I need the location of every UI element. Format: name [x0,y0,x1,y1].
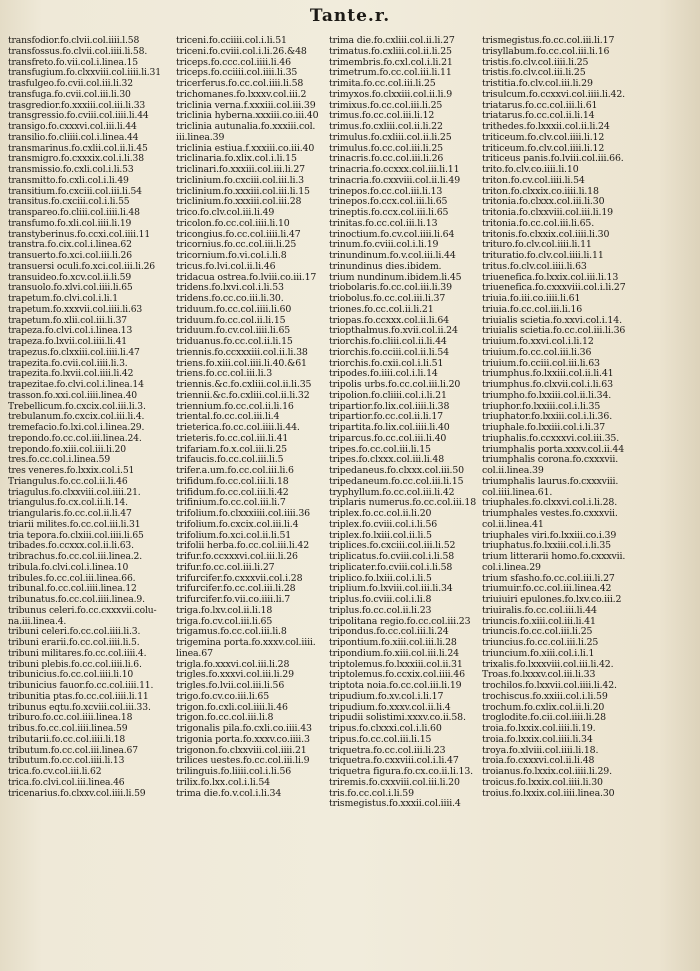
index-entry: triptota noia.fo.cc.col.iii.li.19 [329,681,462,691]
index-entry: tricerferus.fo.cc.col.iiii.li.58 [176,79,304,89]
index-entry: trithedes.fo.lxxxii.col.ii.li.24 [482,122,610,132]
index-entry: triumphus.fo.lxxiii.col.ii.li.41 [482,369,614,380]
index-column-2 [176,36,326,966]
index-entry: triplex.fo.lxiii.col.ii.li.5 [329,530,432,541]
index-entry: tricongius.fo.cc.col.iiii.li.47 [176,229,301,240]
index-entry: trifurcifer.fo.cxxxvii.col.i.28 [176,573,303,584]
index-entry: trapeza.fo.lxvii.col.iiii.li.41 [8,337,127,347]
index-entry: trilices uestes.fo.cc.col.iii.li.9 [176,756,310,767]
index-entry: trifer.a.um.fo.cc.col.iii.li.6 [176,466,294,476]
index-entry: trinum.fo.cviii.col.i.li.19 [329,240,439,251]
index-entry: triens.fo.cc.col.iii.li.3 [176,369,273,380]
index-entry: trigles.fo.xxxvi.col.iii.li.29 [176,670,294,681]
index-entry: tridens.fo.cc.co.iii.li.30. [176,294,284,304]
index-entry: trifolium.fo.clxxxiiii.col.iiii.36 [176,509,310,519]
index-entry: trima die.fo.cxliii.col.ii.li.27 [329,36,455,46]
index-entry: tremefacio.fo.lxi.col.i.linea.29. [8,423,145,433]
index-entry: tripudium.fo.xv.col.i.li.17 [329,691,444,702]
index-entry: transilio.fo.cliiii.col.i.linea.44 [8,132,139,143]
index-entry: triobolaris.fo.cc.col.iii.li.39 [329,283,452,294]
index-entry: transuideo.fo.xcv.col.ii.li.59 [8,272,132,283]
index-entry: tribunicius fauor.fo.cc.col.iiii.11. [8,681,154,691]
index-entry: triplus.fo.cc.col.ii.li.23 [329,605,432,616]
index-entry: trapezita.fo.cvii.col.iiii.li.3. [8,358,128,369]
index-entry: trinepos.fo.ccx.col.iii.li.65 [329,197,448,208]
index-entry: troia.fo.lxxix.col.iiii.li.34 [482,734,593,745]
index-entry: tribunal.fo.cc.col.iiii.linea.12 [8,584,137,595]
index-entry: trifariam.fo.x.col.iii.li.25 [176,444,287,455]
index-entry: triuncius.fo.cc.col.iii.li.25 [482,638,599,648]
index-entry: triplex.fo.cc.col.ii.li.20 [329,509,432,519]
index-entry: col.i.linea.29 [482,562,541,573]
index-entry: transfodior.fo.clvii.col.iiii.l.58 [8,36,140,46]
index-entry: triones.fo.cc.col.ii.li.21 [329,304,434,315]
index-entry: triumphalis corona.fo.cxxxvii. [482,455,619,466]
index-entry: Trebellicum.fo.cxcix.col.iii.li.3. [8,401,146,412]
index-entry: tris.fo.cc.col.i.li.59 [329,788,414,799]
index-entry: linea.67 [176,648,213,659]
index-entry: triquetra.fo.cxxviii.col.i.li.47 [329,756,459,767]
index-entry: trieterica.fo.cc.col.iiii.li.44. [176,423,300,433]
index-entry: triuphator.fo.lxxiii.col.i.li.36. [482,412,613,423]
index-entry: trepondo.fo.xiii.col.iii.li.20 [8,444,126,455]
index-entry: triuphales viri.fo.lxxiii.co.i.39 [482,530,617,541]
index-entry: triuphale.fo.lxxiii.col.i.li.37 [482,423,606,433]
index-entry: tripes.fo.cc.col.iii.li.15 [329,444,431,455]
index-entry: tres.fo.cc.col.i.linea.59 [8,455,111,466]
index-entry: trigon.fo.cxli.col.iiii.li.46 [176,702,288,713]
index-entry: triuncium.fo.xiii.col.i.li.1 [482,648,595,659]
index-entry: triuialis scietia.fo.xxvi.col.i.14. [482,315,622,326]
index-entry: triuiuiri epulones.fo.lxv.co.iii.2 [482,595,622,605]
index-column-3 [329,36,481,966]
index-entry: trium nundinum.ibidem.li.45 [329,272,462,283]
index-entry: triuphor.fo.lxxiii.col.i.li.35 [482,401,601,412]
index-entry: troya.fo.xlviii.col.iiii.li.18. [482,745,599,756]
index-entry: triatarus.fo.cc.col.iii.li.61 [482,100,598,111]
index-entry: triplicater.fo.cviii.col.i.li.58 [329,562,453,573]
index-entry: troianus.fo.lxxix.col.iiii.li.29. [482,767,612,777]
index-entry: tripudii solistimi.xxxv.co.ii.58. [329,713,466,724]
index-entry: tributum.fo.cc.col.iiii.li.13 [8,756,125,767]
index-entry: tripartior.fo.cc.col.ii.li.17 [329,412,443,423]
index-entry: transtyberinus.fo.ccxi.col.iiii.11 [8,229,151,240]
index-entry: tripolion.fo.cliiii.col.i.li.21 [329,390,447,401]
index-entry: triumphalis porta.xxxv.col.ii.44 [482,444,625,455]
index-entry: tripolitana regio.fo.cc.col.iii.23 [329,616,471,627]
index-entry: triduum.fo.cc.col.iiii.li.60 [176,304,292,315]
index-entry: transuolo.fo.xlvi.col.iiii.li.65 [8,283,133,294]
index-entry: tritonia.fo.clxxviii.col.iii.li.19 [482,208,613,218]
index-entry: triticeus panis.fo.lviii.col.iii.66. [482,154,624,165]
index-entry: trichomanes.fo.lxxxv.col.iii.2 [176,89,307,100]
index-entry: Troas.fo.lxxxv.col.iii.li.33 [482,670,596,681]
index-entry: trigonalis pila.fo.cxli.co.iiii.43 [176,724,312,734]
index-entry: trepondo.fo.cc.col.iii.linea.24. [8,433,142,444]
index-entry: trilix.fo.lxx.col.i.li.54 [176,777,271,788]
index-entry: tricornius.fo.cc.col.iii.li.25 [176,240,297,251]
index-entry: tribunus celeri.fo.cc.cxxxvii.colu- [8,605,157,616]
index-entry: trigonia porta.fo.xxxv.co.iiii.3 [176,734,310,745]
index-entry: tripartior.fo.lix.col.iiii.li.38 [329,401,450,412]
index-entry: triangulus.fo.cx.col.ii.li.14. [8,498,128,509]
index-entry: tribunicius.fo.cc.col.iiii.li.10 [8,670,134,681]
index-entry: transmarinus.fo.cxlii.col.ii.li.45 [8,143,148,154]
index-entry: tribuni militares.fo.cc.col.iiii.4. [8,648,147,659]
index-entry: triagulus.fo.clxxviii.col.iiii.21. [8,487,141,498]
index-entry: trimulus.fo.cxliii.col.ii.li.25 [329,132,452,143]
index-entry: tripartita.fo.lix.col.iiii.li.40 [329,423,450,433]
index-entry: tritonis.fo.clxxix.col.iiii.li.30 [482,229,610,240]
index-entry: triatarus.fo.cc.col.ii.li.14 [482,111,595,122]
index-entry: trasson.fo.xxi.col.iiii.linea.40 [8,390,138,401]
index-entry: triorchis.fo.cxii.col.i.li.51 [329,358,444,369]
index-entry: triorchis.fo.cciii.col.ii.li.54 [329,347,449,358]
index-entry: trica.fo.clvi.col.iii.linea.46 [8,777,125,788]
index-entry: tria tepora.fo.clxiii.col.iiii.li.65 [8,530,144,541]
running-header: Tante.r. [309,6,391,26]
index-entry: triduum.fo.cc.col.ii.li.15 [176,315,286,326]
index-entry: triptolemus.fo.ccxix.col.iiii.46 [329,670,465,681]
index-entry: triptolemus.fo.lxxxiii.col.ii.31 [329,659,463,670]
index-entry: triceni.fo.cciiii.col.i.li.51 [176,36,287,46]
index-entry: trigemina porta.fo.xxxv.col.iiii. [176,638,316,648]
index-entry: transtra.fo.cix.col.i.linea.62 [8,240,132,251]
index-entry: triplex.fo.cviii.col.i.li.56 [329,519,438,530]
index-entry: trica.fo.cv.col.iii.li.62 [8,767,102,777]
index-entry: triuium.fo.cc.col.iii.li.36 [482,347,592,358]
index-entry: triennium.fo.cc.col.ii.li.16 [176,401,294,412]
index-entry: tricolon.fo.cc.col.iiii.li.10 [176,218,290,229]
index-entry: Triangulus.fo.cc.col.ii.li.46 [8,476,128,487]
index-entry: trifidum.fo.cc.col.iii.li.18 [176,476,289,487]
index-entry: trigonon.fo.clxxviii.col.iiii.21 [176,745,307,756]
index-entry: triplicatus.fo.cviii.col.i.li.58 [329,552,455,562]
index-entry: triclinia autunalia.fo.xxxiii.col. [176,122,316,132]
index-entry: triclinium.fo.cxciii.col.iii.li.3 [176,175,304,186]
index-entry: transfossus.fo.clvii.col.iiii.li.58. [8,46,148,57]
index-entry: triumuir.fo.cc.col.iii.linea.42 [482,584,612,595]
index-entry: triarii milites.fo.cc.col.iii.li.31 [8,519,141,530]
index-entry: triduanus.fo.cc.col.ii.li.15 [176,337,293,347]
index-entry: tripondium.fo.xiii.col.iii.li.24 [329,648,459,659]
index-entry: trapetum.fo.xlii.col.iii.li.37 [8,315,127,326]
index-entry: col.ii.linea.39 [482,466,544,476]
index-entry: trimita.fo.cc.col.iii.li.25 [329,79,436,89]
index-entry: trapeza.fo.clvi.col.i.linea.13 [8,326,133,337]
index-entry: triuialis scietia.fo.cc.col.iii.li.36 [482,326,626,337]
index-entry: tribus.fo.cc.col.iiii.linea.59 [8,724,128,734]
index-entry: transfugium.fo.clxxviii.col.iiii.li.31 [8,68,161,79]
index-entry: triclinia verna.f.xxxiii.col.iii.39 [176,100,316,111]
index-entry: triplico.fo.lxiii.col.i.li.5 [329,573,432,584]
index-entry: transmissio.fo.cxli.col.i.li.53 [8,165,134,175]
index-entry: triplaris numerus.fo.cc.col.iii.18 [329,498,477,509]
index-entry: triopas.fo.ccxxx.col.ii.li.64 [329,315,449,326]
index-entry: tripontium.fo.xiii.col.iii.li.28 [329,638,457,648]
index-column-1 [8,36,171,966]
index-entry: trasfulgeo.fo.cvii.col.iii.li.32 [8,79,133,89]
index-entry: triclinium.fo.xxxiii.col.iii.li.15 [176,186,310,197]
index-entry: col.ii.linea.41 [482,519,544,530]
index-entry: trixalis.fo.lxxxviii.col.iii.li.42. [482,659,614,670]
index-entry: triumphales vestes.fo.cxxxvii. [482,509,618,519]
index-entry: transgressio.fo.cviii.col.iiii.li.44 [8,111,149,122]
index-entry: tribunitia ptas.fo.cc.col.iiii.li.11 [8,691,149,702]
index-entry: triennis.&c.fo.cxliii.col.ii.li.35 [176,380,312,390]
index-entry: tristis.fo.clv.col.iiii.li.25 [482,57,589,68]
index-entry: trochiscus.fo.xxiii.col.i.li.59 [482,691,608,702]
index-entry: triuiralis.fo.cc.col.iii.li.44 [482,605,597,616]
index-entry: transuersi oculi.fo.xci.col.iii.li.26 [8,261,155,272]
index-entry: trinacria.fo.cxxviii.col.ii.li.49 [329,175,461,186]
index-entry: triparcus.fo.cc.col.iii.li.40 [329,433,447,444]
index-entry: triopthalmus.fo.xvii.col.ii.24 [329,326,458,337]
index-entry: tribules.fo.cc.col.iii.linea.66. [8,573,136,584]
index-entry: trifaucis.fo.cc.col.iii.li.5 [176,455,284,466]
index-entry: triduum.fo.cv.col.iiii.li.65 [176,326,291,337]
index-entry: trigles.fo.lvii.col.iii.li.56 [176,681,285,691]
index-entry: triclinium.fo.xxxiii.col.iii.28 [176,197,302,208]
index-entry: triga.fo.cv.col.iii.li.65 [176,616,273,627]
index-entry: triuia.fo.iii.co.iiii.li.61 [482,294,581,304]
index-entry: transmitto.fo.cxli.col.i.li.49 [8,175,129,186]
index-entry: trimulus.fo.cc.col.iii.li.25 [329,143,443,154]
index-entry: tridacua ostrea.fo.lviii.co.iii.17 [176,272,317,283]
index-entry: trigamus.fo.cc.col.iii.li.8 [176,627,287,638]
index-entry: trimetrum.fo.cc.col.iii.li.11 [329,68,452,79]
index-entry: triobolus.fo.cc.col.iii.li.37 [329,294,446,304]
index-entry: trifur.fo.cc.col.iii.li.27 [176,562,275,573]
index-entry: triclinaria.fo.xlix.col.i.li.15 [176,154,297,165]
index-entry: triquetra.fo.cc.col.iii.li.23 [329,745,446,756]
index-entry: triga.fo.lxv.col.ii.li.18 [176,605,273,616]
index-entry: trebulanum.fo.cxcix.col.iii.li.4. [8,412,145,423]
index-columns [8,36,698,966]
index-entry: trium litterarii homo.fo.cxxxvii. [482,552,626,562]
index-entry: tres veneres.fo.lxxix.col.i.51 [8,466,135,476]
index-entry: trisyllabum.fo.cc.col.iii.li.16 [482,46,610,57]
index-entry: trapezus.fo.clxxiii.col.iiii.li.47 [8,347,140,358]
index-entry: triton.fo.cv.col.iiii.li.54 [482,175,585,186]
index-entry: triumpho.fo.lxxiii.col.ii.li.34. [482,390,612,401]
index-entry: trinacris.fo.cc.col.iii.li.26 [329,154,444,165]
index-entry: triremis.fo.cxxviii.col.iii.li.20 [329,777,460,788]
index-entry: tribula.fo.clvi.col.i.linea.10 [8,562,129,573]
index-entry: tribrachus.fo.cc.col.iii.linea.2. [8,552,143,562]
index-entry: trima die.fo.v.col.i.li.34 [176,788,282,799]
index-entry: tribunatus.fo.cc.col.iiii.linea.9. [8,595,145,605]
index-entry: triticeum.fo.clv.col.iiii.li.12 [482,143,605,154]
index-entry: troius.fo.lxxix.col.iiii.linea.30 [482,788,615,799]
index-entry: trifolii herba.fo.cc.col.iii.li.42 [176,541,310,552]
index-entry: triticeum.fo.clv.col.iiii.li.12 [482,132,605,143]
index-entry: triuncis.fo.xiii.col.iii.li.41 [482,616,596,627]
index-entry: triclinia estiua.f.xxxiii.co.iii.40 [176,143,315,154]
index-entry: triuium.fo.xxvi.col.i.li.12 [482,337,594,347]
index-entry: trimatus.fo.cxliii.col.ii.li.25 [329,46,452,57]
index-entry: trimyxos.fo.clxxiii.col.ii.li.9 [329,89,453,100]
index-entry: trifurcifer.fo.cc.col.iii.li.28 [176,584,296,595]
index-entry: triquetra figura.fo.cx.co.ii.li.13. [329,767,473,777]
index-entry: trasgredior.fo.xxxiii.col.iii.li.33 [8,100,146,111]
index-entry: trinundinum.fo.v.col.iii.li.44 [329,251,456,261]
index-entry: tridens.fo.lxvi.col.i.li.53 [176,283,284,294]
index-entry: tribades.fo.ccxxx.col.ii.li.63. [8,541,134,552]
index-entry: triclinia hyberna.xxxiii.co.iii.40 [176,111,319,122]
index-entry: triuia.fo.cc.col.iii.li.16 [482,304,583,315]
index-entry: tritus.fo.clv.col.iiii.li.63 [482,261,587,272]
index-entry: trapezitae.fo.clvi.col.i.linea.14 [8,380,144,390]
index-entry: transmigro.fo.cxxxix.col.i.li.38 [8,154,144,165]
index-entry: trituro.fo.clv.col.iiii.li.11 [482,240,592,251]
index-entry: trinepos.fo.cc.col.iii.li.13 [329,186,443,197]
index-entry: tripus.fo.clxxxi.col.i.li.60 [329,724,442,734]
index-entry: triuncis.fo.cc.col.iii.li.25 [482,627,593,638]
index-entry: tributum.fo.cc.col.iii.linea.67 [8,745,138,756]
index-entry: transitus.fo.cxciii.col.i.li.55 [8,197,130,208]
index-entry: tripondus.fo.cc.col.iii.li.24 [329,627,449,638]
index-entry: trigon.fo.cc.col.iii.li.8 [176,713,274,724]
index-entry: trinacria.fo.ccxxx.col.iii.li.11 [329,165,460,175]
index-entry: trifinium.fo.cc.col.iii.li.7 [176,498,286,509]
index-entry: triplus.fo.cviii.col.i.li.8 [329,595,432,605]
index-entry: trineptis.fo.ccx.col.iii.li.65 [329,208,449,218]
index-entry: trigla.fo.xxxvi.col.iii.li.28 [176,659,290,670]
index-entry: tritonia.fo.clxxx.col.iii.li.30 [482,197,605,208]
index-entry: trifolium.fo.cxcix.col.iii.li.4 [176,519,299,530]
index-entry: troia.fo.lxxix.col.iiii.li.19. [482,724,596,734]
index-entry: tribunus eqtu.fo.xcviii.col.iii.33. [8,702,151,713]
index-entry: transuerto.fo.xci.col.iii.li.26 [8,251,132,261]
index-entry: triens.fo.xiii.col.iiii.li.40.&61 [176,358,307,369]
index-entry: triton.fo.clxxix.co.iiii.li.18 [482,186,599,197]
index-entry: transfuga.fo.cvii.col.iii.li.30 [8,89,131,100]
index-entry: trinoctium.fo.cv.col.iiii.li.64 [329,229,455,240]
index-entry: triuphatus.fo.lxxiii.col.i.li.35 [482,541,611,552]
index-entry: tryphyllum.fo.cc.col.iii.li.42 [329,487,455,498]
index-entry: trito.fo.clv.co.iiii.li.10 [482,165,579,175]
index-entry: trimixus.fo.cc.col.iii.li.25 [329,100,443,111]
index-entry: trifurcifer.fo.vii.co.iiii.li.7 [176,595,291,605]
index-entry: troicus.fo.lxxix.col.iiii.li.30 [482,777,603,788]
index-entry: iii.linea.39 [176,132,225,143]
index-entry: tricenarius.fo.clxxv.col.iiii.li.59 [8,788,146,799]
index-entry: tribuni plebis.fo.cc.col.iiii.li.6. [8,659,142,670]
index-entry: tripolis urbs.fo.cc.col.iii.li.20 [329,380,461,390]
index-column-4 [482,36,698,966]
index-entry: trismegistus.fo.cc.col.iii.li.17 [482,36,615,46]
index-entry: triuenefica.fo.lxxix.col.iii.li.13 [482,272,619,283]
index-entry: transfumo.fo.xli.col.iiii.li.19 [8,218,132,229]
index-entry: trico.fo.clv.col.iii.li.49 [176,208,275,218]
index-entry: transpareo.fo.cliii.col.iiii.li.48 [8,208,140,218]
index-entry: trifolium.fo.xci.col.ii.li.51 [176,530,292,541]
index-entry: trapetum.fo.clvi.col.i.li.1 [8,294,118,304]
index-entry: tristis.fo.clv.col.iii.li.25 [482,68,586,79]
index-entry: tributarii.fo.cc.col.iiii.li.18 [8,734,126,745]
index-entry: tripedaneum.fo.cc.col.iii.li.15 [329,476,464,487]
index-entry: tritonia.fo.cc.col.iii.li.65. [482,218,595,229]
index-entry: triental.fo.cc.col.iii.li.4 [176,412,280,423]
index-entry: triumphalis laurus.fo.cxxxviii. [482,476,619,487]
index-entry: trinitas.fo.cc.col.iii.li.13 [329,218,438,229]
index-entry: trifur.fo.ccxxxvi.col.iii.li.26 [176,552,298,562]
index-entry: triuphales.fo.clxxvi.col.i.li.28. [482,498,618,509]
index-entry: trimus.fo.cc.col.iii.li.12 [329,111,435,122]
index-entry: col.iiii.linea.61. [482,487,553,498]
index-entry: trieteris.fo.cc.col.iii.li.41 [176,433,289,444]
index-entry: tripus.fo.cc.col.iii.li.15 [329,734,432,745]
index-entry: trituratio.fo.clv.col.iiii.li.11 [482,251,604,261]
index-entry: tripedaneus.fo.clxxx.col.iii.50 [329,466,464,476]
index-entry: tripodes.fo.iiii.col.i.li.14 [329,369,438,380]
index-entry: tripudium.fo.xxxv.col.ii.li.4 [329,702,451,713]
index-entry: triennii.&c.fo.cxliii.col.ii.li.32 [176,390,310,401]
index-entry: trapetum.fo.xxxvii.col.iiii.li.63 [8,304,143,315]
index-entry: triuium.fo.cciii.col.iii.li.63 [482,358,600,369]
index-entry: transfreto.fo.vii.col.i.linea.15 [8,57,138,68]
index-entry: tribuni erarii.fo.cc.col.iiii.li.5. [8,638,140,648]
index-entry: trimembris.fo.cxl.col.i.li.21 [329,57,453,68]
index-entry: trochum.fo.cxlix.col.ii.li.20 [482,702,605,713]
index-entry: triceps.fo.ccc.col.iiii.li.46 [176,57,291,68]
index-entry: triplium.fo.lxviii.col.iii.li.34 [329,584,453,595]
index-entry: trifidum.fo.cc.col.iii.li.42 [176,487,289,498]
index-entry: trium sfasho.fo.cc.col.iii.li.27 [482,573,615,584]
index-entry: trisulcum.fo.ccxxvi.col.iiii.li.42. [482,89,626,100]
index-entry: transigo.fo.cxxxvi.col.iii.li.44 [8,122,137,132]
index-entry: triplices.fo.cxciii.col.iii.li.52 [329,541,456,552]
index-entry: triangularis.fo.cc.col.ii.li.47 [8,509,132,519]
index-entry: trigo.fo.cv.co.iii.li.65 [176,691,270,702]
index-entry: trimus.fo.cxliii.col.ii.li.22 [329,122,443,132]
index-entry: trismegistus.fo.xxxii.col.iiii.4 [329,799,461,810]
index-entry: triuenefica.fo.cxxxviii.col.i.li.27 [482,283,626,294]
index-entry: triclinari.fo.xxxiii.col.iii.li.27 [176,165,306,175]
index-entry: triennis.fo.ccxxxiii.col.ii.li.38 [176,347,308,358]
index-entry: triceni.fo.cviii.col.i.li.26.&48 [176,46,307,57]
index-entry: trochilos.fo.lxxvii.col.iiii.li.42. [482,681,617,691]
index-entry: triorchis.fo.cliii.col.ii.li.44 [329,337,447,347]
index-entry: na.iii.linea.4. [8,616,67,627]
index-entry: triumphus.fo.clxvii.col.i.li.63 [482,380,613,390]
index-entry: tristitia.fo.clv.col.iii.li.29 [482,79,593,89]
index-entry: triuphalis.fo.ccxxxvi.col.iii.35. [482,433,620,444]
index-entry: tribuni celeri.fo.cc.col.iiii.li.3. [8,627,141,638]
index-entry: triceps.fo.cciiii.col.iiii.li.35 [176,68,298,79]
index-entry: troglodite.fo.cii.col.iiii.li.28 [482,713,606,724]
index-entry: troia.fo.cxxxvi.col.ii.li.48 [482,756,595,767]
index-entry: trinundinus dies.ibidem. [329,261,442,272]
index-entry: transitium.fo.cxciii.col.iii.li.54 [8,186,142,197]
index-entry: tricus.fo.lvi.col.ii.li.46 [176,261,276,272]
index-entry: trapezita.fo.lxvii.col.iiii.li.42 [8,369,134,380]
index-entry: trilinguis.fo.liiii.col.i.li.56 [176,767,292,777]
index-entry: triburo.fo.cc.col.iiii.linea.18 [8,713,133,724]
index-entry: tricornium.fo.vi.col.i.li.8 [176,251,287,261]
index-entry: tripes.fo.clxxx.col.iii.li.48 [329,455,445,466]
